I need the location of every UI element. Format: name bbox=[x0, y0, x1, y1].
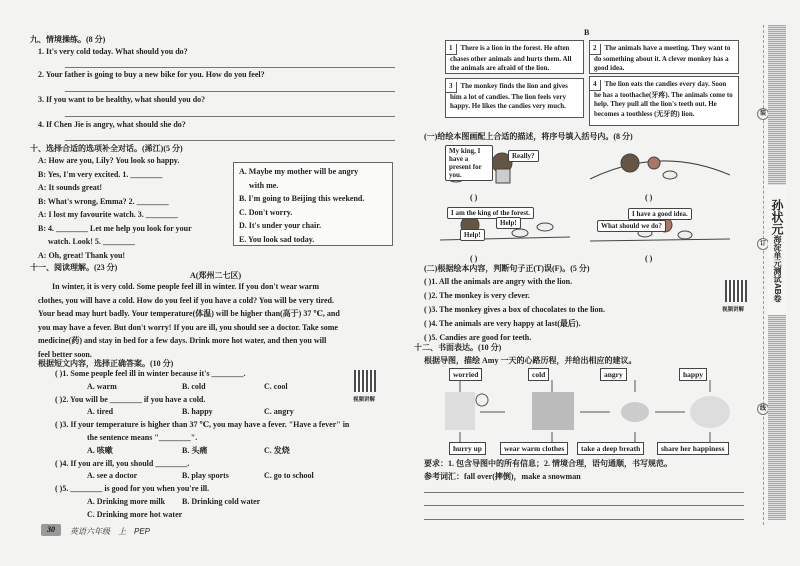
option: C. 发烧 bbox=[264, 445, 290, 455]
series-name: 海淀单元测试AB卷 bbox=[773, 235, 782, 303]
answer-bracket[interactable]: ( ) bbox=[470, 193, 478, 202]
story-text: The lion eats the candies every day. Soon he has a toothache(牙疼). The animals come to help. They pull all the lion's teeth out. He becomes a toothless (无牙的) lion. bbox=[594, 80, 733, 118]
picture-lion-and-monkey bbox=[590, 154, 730, 179]
answer-bracket[interactable]: ( ) bbox=[645, 254, 653, 263]
option: B. Drinking cold water bbox=[182, 496, 261, 506]
passage-line: you may have a fever. But don't worry! If you are ill, you should see a doctor. Take some bbox=[38, 322, 338, 332]
speech-bubble: Help! bbox=[460, 229, 485, 241]
story-number: 1 bbox=[446, 44, 457, 55]
dialogue-line: A: I lost my favourite watch. 3. ________ bbox=[38, 210, 178, 219]
option: D. It's under your chair. bbox=[239, 221, 322, 230]
speech-bubble: Really? bbox=[508, 150, 539, 162]
options-row bbox=[55, 496, 349, 509]
section-11-title: 十一、阅读理解。(23 分) bbox=[30, 263, 118, 272]
book-title: 英语六年级 上 PEP bbox=[70, 527, 151, 536]
story-box bbox=[589, 76, 739, 126]
requirements: 要求：1. 包含导图中的所有信息；2. 情境合理，语句通顺，书写规范。 bbox=[424, 459, 672, 468]
qr-code-icon[interactable] bbox=[354, 370, 376, 392]
section-9-title: 九、情境操练。(8 分) bbox=[30, 35, 106, 44]
happy-picture bbox=[690, 396, 730, 428]
qr-label: 视频讲解 bbox=[722, 307, 745, 313]
speech-bubble: Help! bbox=[496, 217, 521, 229]
story-number: 3 bbox=[446, 82, 457, 93]
options-row bbox=[55, 445, 349, 458]
passage-line: In winter, it is very cold. Some people feel ill in winter. If you don't wear warm bbox=[52, 282, 320, 291]
options-box bbox=[233, 162, 393, 246]
vocabulary: 参考词汇：fall over(摔倒)，make a snowman bbox=[424, 472, 581, 481]
story-number: 4 bbox=[590, 80, 601, 91]
instruction: 根据导图，描绘 Amy 一天的心路历程，并给出相应的建议。 bbox=[424, 356, 637, 365]
feeling-tag: angry bbox=[600, 368, 627, 381]
passage-title: A(郑州二七区) bbox=[190, 271, 242, 280]
dialogue bbox=[38, 154, 238, 262]
question: 2. Your father is going to buy a new bike for you. How do you feel? bbox=[38, 70, 265, 79]
answer-line[interactable] bbox=[65, 91, 395, 92]
advice-tag: wear warm clothes bbox=[500, 442, 568, 455]
answer-bracket[interactable]: ( ) bbox=[470, 254, 478, 263]
story-text: The monkey finds the lion and gives him a lot of candies. The lion feels very happy. He likes the candies very much. bbox=[450, 82, 568, 110]
option: with me. bbox=[249, 180, 279, 190]
passage-line: clothes, you will have a cold. How do you feel if you have a cold? You will be very tired. bbox=[38, 295, 334, 305]
answer-bracket[interactable]: ( ) bbox=[645, 193, 653, 202]
question-cont: the sentence means "________". bbox=[87, 432, 198, 442]
part2-title: (二)根据绘本内容，判断句子正(T)误(F)。(5 分) bbox=[424, 264, 590, 273]
option: A. tired bbox=[87, 407, 114, 417]
dialogue-line: A: It sounds great! bbox=[38, 183, 103, 192]
dialogue-line: B: Yes, I'm very excited. 1. ________ bbox=[38, 169, 163, 179]
advice-tag: hurry up bbox=[449, 442, 486, 455]
feeling-tag: worried bbox=[449, 368, 482, 381]
answer-line[interactable] bbox=[65, 67, 395, 68]
tf-item: ( )2. The monkey is very clever. bbox=[424, 291, 530, 300]
option: B. cold bbox=[182, 381, 206, 391]
angry-picture bbox=[621, 402, 649, 422]
worried-picture bbox=[445, 392, 475, 430]
cold-picture bbox=[532, 392, 574, 430]
option: A. Maybe my mother will be angry bbox=[239, 167, 359, 176]
option: A. see a doctor bbox=[87, 471, 138, 481]
passage bbox=[38, 280, 340, 362]
advice-tag: share her happiness bbox=[657, 442, 729, 455]
story-box bbox=[589, 40, 739, 74]
qr-label: 视频讲解 bbox=[353, 397, 376, 403]
page-number: 30 bbox=[41, 524, 61, 536]
tf-item: ( )1. All the animals are angry with the lion. bbox=[424, 277, 573, 286]
binding-mark: 线 bbox=[757, 403, 769, 415]
speech-bubble: I have a good idea. bbox=[628, 208, 692, 220]
option: C. go to school bbox=[264, 471, 314, 481]
options-row bbox=[55, 381, 349, 394]
advice-tag: take a deep breath bbox=[577, 442, 644, 455]
speech-bubble: What should we do? bbox=[597, 220, 666, 232]
binding-mark: 订 bbox=[757, 238, 769, 250]
brand-logo: 孙状元 bbox=[770, 199, 784, 236]
tf-item: ( )5. Candies are good for teeth. bbox=[424, 333, 532, 342]
option: B. 头痛 bbox=[182, 445, 208, 455]
question: ( )4. If you are ill, you should ________. bbox=[55, 458, 190, 468]
option: B. happy bbox=[182, 407, 213, 417]
options-row bbox=[55, 406, 349, 419]
option: C. angry bbox=[264, 407, 294, 417]
writing-line[interactable] bbox=[424, 519, 744, 520]
answer-line[interactable] bbox=[65, 140, 395, 141]
tf-item: ( )3. The monkey gives a box of chocolates to the lion. bbox=[424, 305, 605, 314]
tf-item: ( )4. The animals are very happy at last(最后). bbox=[424, 319, 581, 328]
dialogue-line: B: What's wrong, Emma? 2. ________ bbox=[38, 196, 169, 206]
writing-line[interactable] bbox=[424, 492, 744, 493]
feeling-tag: cold bbox=[528, 368, 549, 381]
section-b-title: B bbox=[584, 28, 590, 37]
qr-code-icon[interactable] bbox=[725, 280, 747, 302]
options-row bbox=[55, 470, 349, 483]
option: C. cool bbox=[264, 381, 288, 391]
binding-mark: 装 bbox=[757, 108, 769, 120]
option: A. warm bbox=[87, 381, 117, 391]
passage-line: Your head may hurt badly. Your temperature(体温) will be higher than(高于) 37 ℃, and bbox=[38, 309, 340, 319]
answer-line[interactable] bbox=[65, 116, 395, 117]
questions bbox=[55, 368, 349, 522]
question: ( )2. You will be ________ if you have a cold. bbox=[55, 394, 206, 404]
question: ( )3. If your temperature is higher than 37 ℃, you may have a fever. "Have a fever" in bbox=[55, 420, 350, 430]
instruction: 根据短文内容，选择正确答案。(10 分) bbox=[38, 359, 174, 368]
option: C. Drinking more hot water bbox=[87, 509, 183, 519]
section-12-title: 十二、书面表达。(10 分) bbox=[414, 343, 502, 352]
question: 3. If you want to be healthy, what should you do? bbox=[38, 95, 206, 104]
option: B. I'm going to Beijing this weekend. bbox=[239, 194, 365, 203]
story-text: There is a lion in the forest. He often chases other animals and hurts them. All the animals are afraid of the lion. bbox=[450, 44, 572, 72]
option: A. Drinking more milk bbox=[87, 496, 166, 506]
dialogue-line: A: How are you, Lily? You look so happy. bbox=[38, 156, 180, 165]
story-box bbox=[445, 40, 584, 74]
option: A. 咳嗽 bbox=[87, 445, 113, 455]
story-text: The animals have a meeting. They want to do something about it. A clever monkey has a good idea. bbox=[594, 44, 731, 72]
section-10-title: 十、选择合适的选项补全对话。(浠江)(5 分) bbox=[30, 144, 183, 153]
question: ( )5. ________ is good for you when you're ill. bbox=[55, 484, 210, 494]
question: 1. It's very cold today. What should you do? bbox=[38, 47, 188, 56]
part1-title: (一)给绘本图画配上合适的描述，将序号填入括号内。(8 分) bbox=[424, 132, 633, 141]
tf-items bbox=[424, 275, 605, 345]
question: ( )1. Some people feel ill in winter because it's ________. bbox=[55, 369, 246, 378]
speech-bubble: My king, I have a present for you. bbox=[445, 145, 493, 181]
feeling-tag: happy bbox=[679, 368, 707, 381]
question: 4. If Chen Jie is angry, what should she do? bbox=[38, 120, 186, 129]
passage-line: feel better soon. bbox=[38, 349, 92, 359]
passage-line: medicine(药) and stay in bed for a few days. Drink more hot water, and then you will bbox=[38, 336, 327, 346]
dialogue-line: B: 4. ________ Let me help you look for your bbox=[38, 223, 192, 233]
cut-line bbox=[763, 25, 764, 525]
story-box bbox=[445, 78, 584, 118]
option: E. You look sad today. bbox=[239, 234, 315, 244]
story-number: 2 bbox=[590, 44, 601, 55]
speech-bubble: I am the king of the forest. bbox=[447, 207, 534, 219]
option: B. play sports bbox=[182, 471, 229, 481]
writing-line[interactable] bbox=[424, 505, 744, 506]
option: C. Don't worry. bbox=[239, 207, 293, 217]
dialogue-line: A: Oh, great! Thank you! bbox=[38, 250, 126, 260]
series-label bbox=[768, 185, 786, 315]
dialogue-line: watch. Look! 5. ________ bbox=[48, 237, 135, 246]
